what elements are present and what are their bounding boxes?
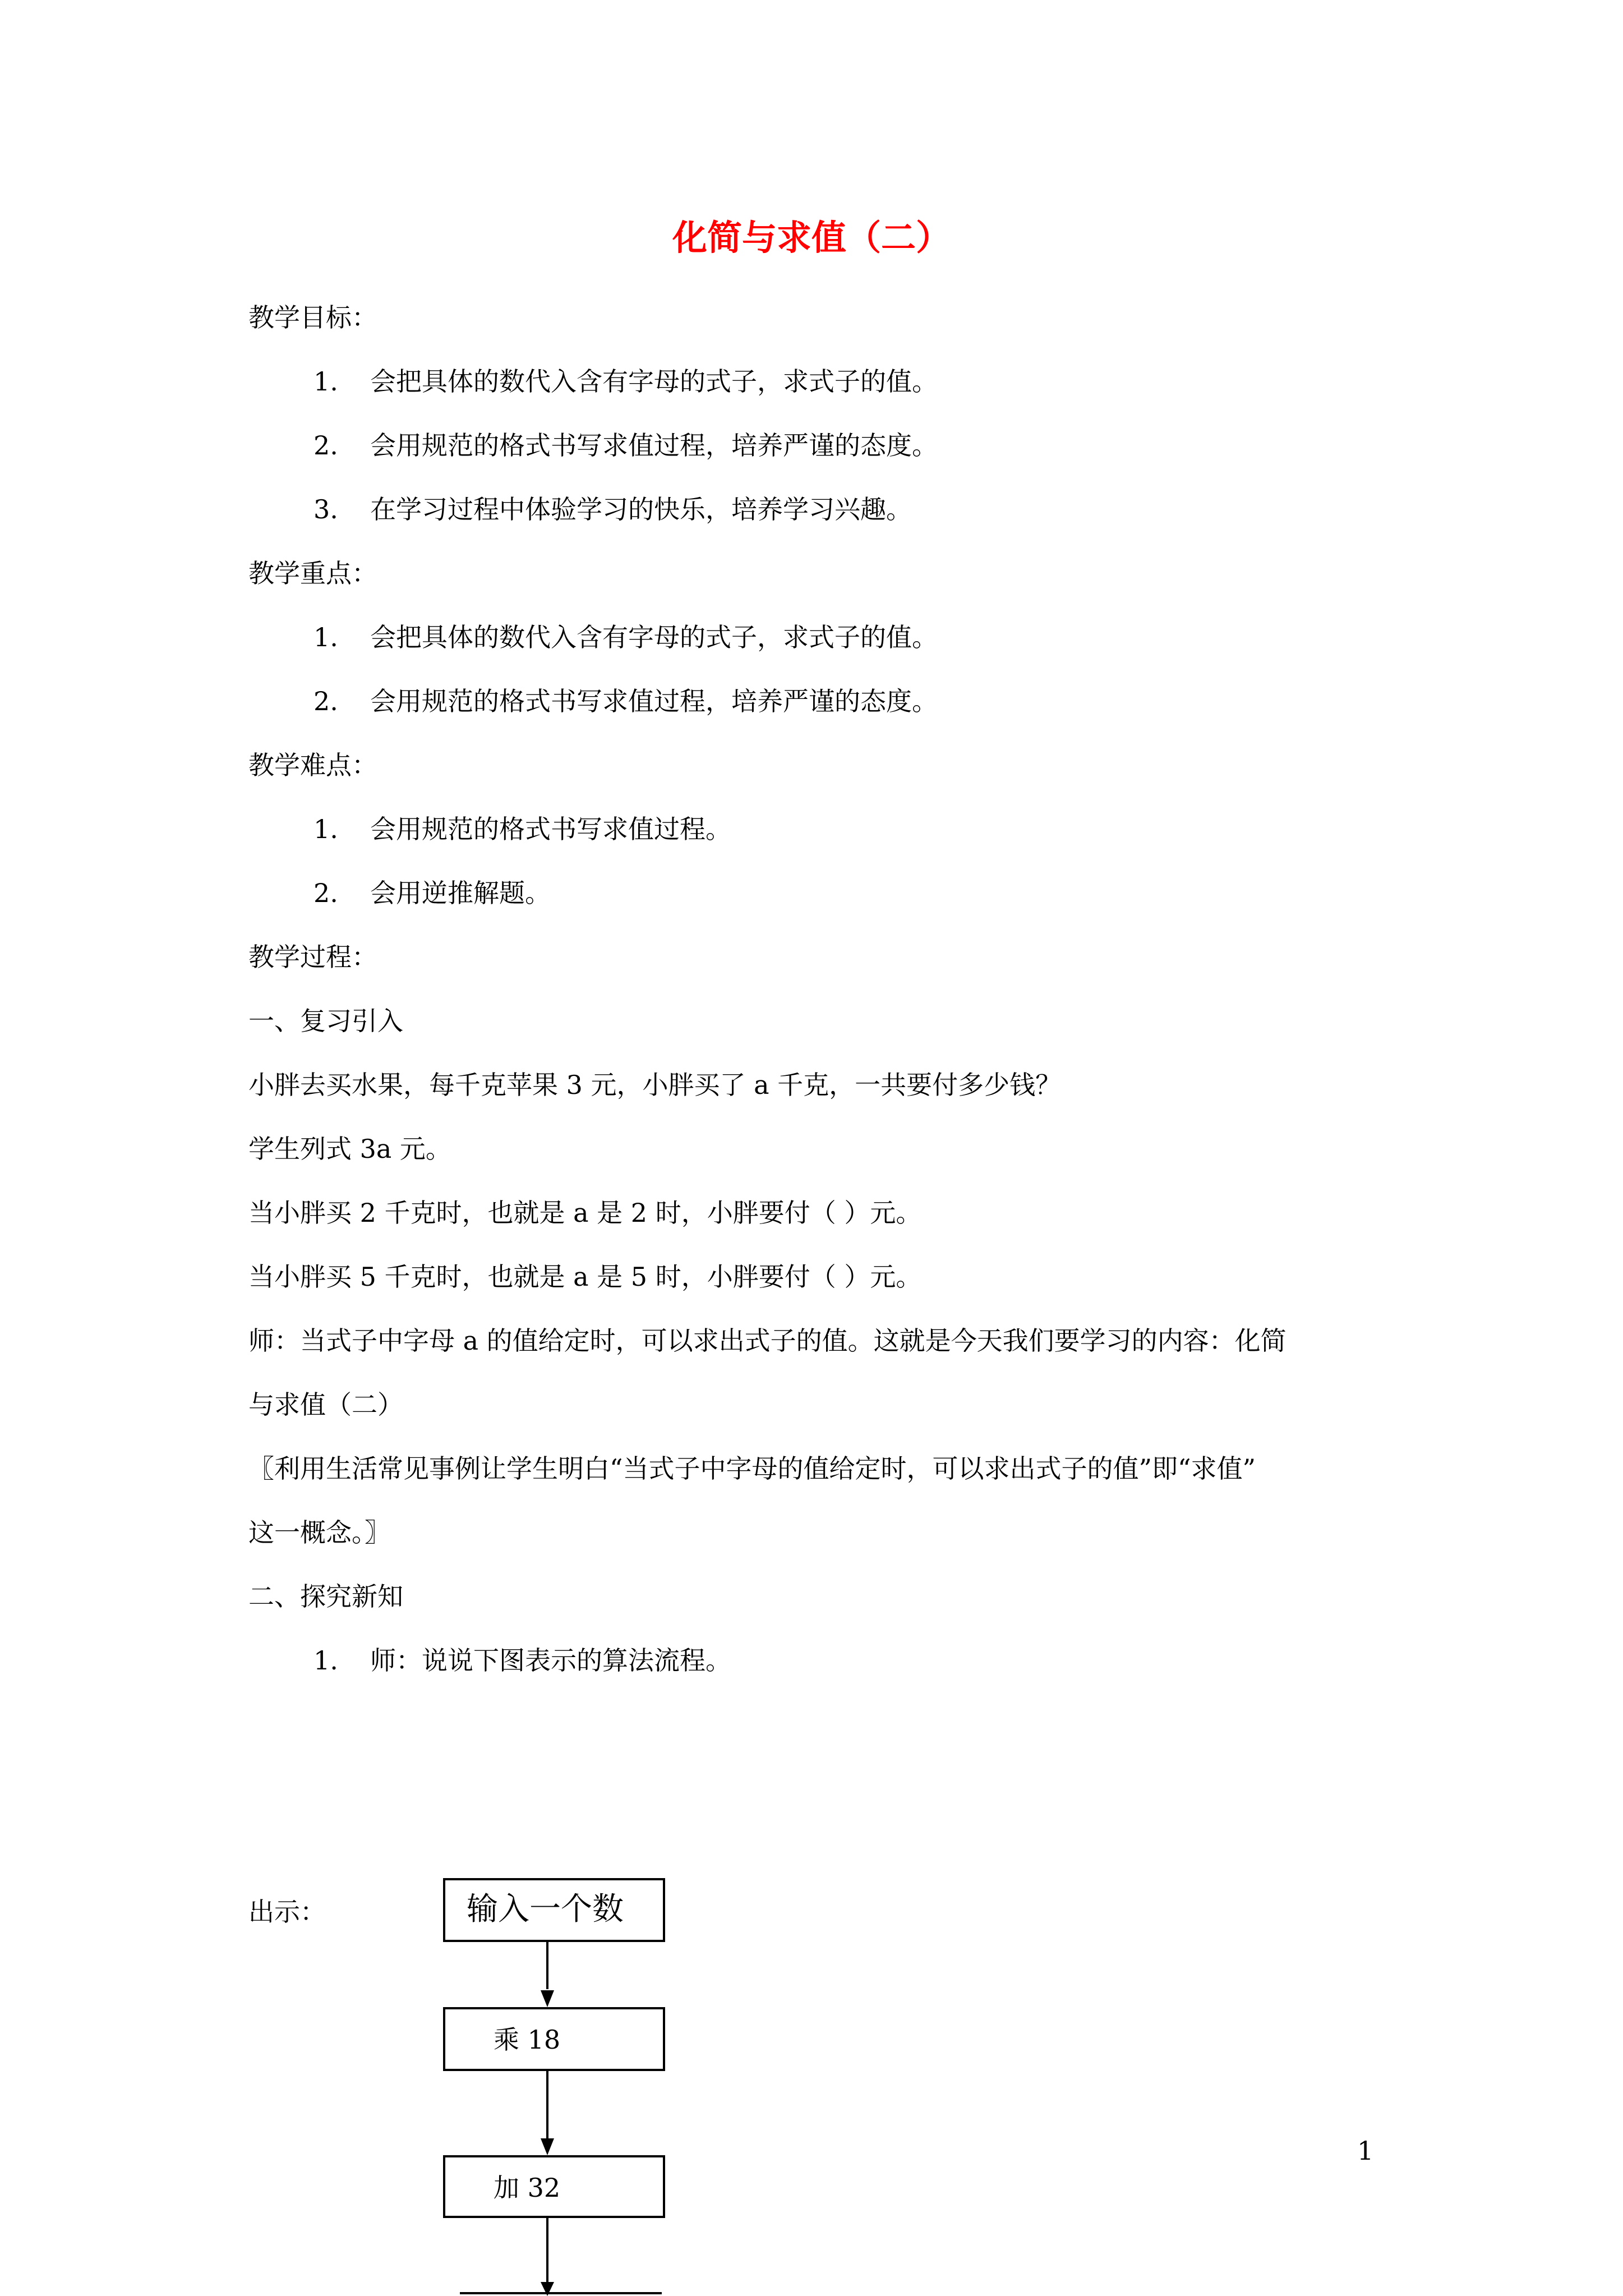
paragraph-case-2kg: 当小胖买 2 千克时，也就是 a 是 2 时，小胖要付（ ）元。 xyxy=(248,1198,922,1228)
goal-2-text: 会用规范的格式书写求值过程，培养严谨的态度。 xyxy=(370,430,938,461)
goal-3-text: 在学习过程中体验学习的快乐，培养学习兴趣。 xyxy=(370,494,912,524)
paragraph-note-line-2: 这一概念。〗 xyxy=(248,1517,390,1548)
explore-item-1-text: 师：说说下图表示的算法流程。 xyxy=(370,1645,731,1676)
page-title: 化简与求值（二） xyxy=(672,217,951,258)
difficulties-heading: 教学难点： xyxy=(248,750,377,780)
section-1-heading: 一、复习引入 xyxy=(248,1006,403,1036)
show-label: 出示： xyxy=(248,1897,326,1927)
process-heading: 教学过程： xyxy=(248,942,377,972)
paragraph-student-answer: 学生列式 3a 元。 xyxy=(248,1134,451,1164)
flow-box-multiply xyxy=(443,2007,665,2071)
key-point-1-number: 1. xyxy=(313,622,338,652)
paragraph-teacher-line-1: 师：当式子中字母 a 的值给定时，可以求出式子的值。这就是今天我们要学习的内容：化简 xyxy=(248,1326,1287,1356)
difficulty-2-number: 2. xyxy=(313,878,338,908)
difficulty-1-text: 会用规范的格式书写求值过程。 xyxy=(370,814,731,844)
paragraph-case-5kg: 当小胖买 5 千克时，也就是 a 是 5 时，小胖要付（ ）元。 xyxy=(248,1262,922,1292)
key-point-2-text: 会用规范的格式书写求值过程，培养严谨的态度。 xyxy=(370,686,938,716)
explore-item-1-number: 1. xyxy=(313,1645,338,1676)
difficulty-1-number: 1. xyxy=(313,814,338,844)
goal-3-number: 3. xyxy=(313,494,338,524)
paragraph-teacher-line-2: 与求值（二） xyxy=(248,1389,403,1420)
paragraph-note-line-1: 〖利用生活常见事例让学生明白“当式子中字母的值给定时，可以求出式子的值”即“求值” xyxy=(248,1453,1256,1484)
section-2-heading: 二、探究新知 xyxy=(248,1581,403,1612)
flow-box-input xyxy=(443,1878,665,1942)
flow-box-add xyxy=(443,2155,665,2218)
paragraph-question: 小胖去买水果，每千克苹果 3 元，小胖买了 a 千克，一共要付多少钱？ xyxy=(248,1070,1062,1100)
flow-box-input-label: 输入一个数 xyxy=(467,1891,624,1927)
arrow-3 xyxy=(541,2218,554,2296)
goal-1-number: 1. xyxy=(313,366,338,397)
key-point-2-number: 2. xyxy=(313,686,338,716)
goals-heading: 教学目标： xyxy=(248,302,377,333)
arrow-1 xyxy=(541,1941,554,2007)
flow-box-multiply-label: 乘 18 xyxy=(494,2024,561,2055)
goal-1-text: 会把具体的数代入含有字母的式子，求式子的值。 xyxy=(370,366,938,397)
goal-2-number: 2. xyxy=(313,430,338,461)
arrow-2 xyxy=(541,2071,554,2155)
key-points-heading: 教学重点： xyxy=(248,558,377,588)
flow-box-add-label: 加 32 xyxy=(494,2173,561,2203)
key-point-1-text: 会把具体的数代入含有字母的式子，求式子的值。 xyxy=(370,622,938,652)
page-number: 1 xyxy=(1357,2136,1374,2166)
difficulty-2-text: 会用逆推解题。 xyxy=(370,878,551,908)
